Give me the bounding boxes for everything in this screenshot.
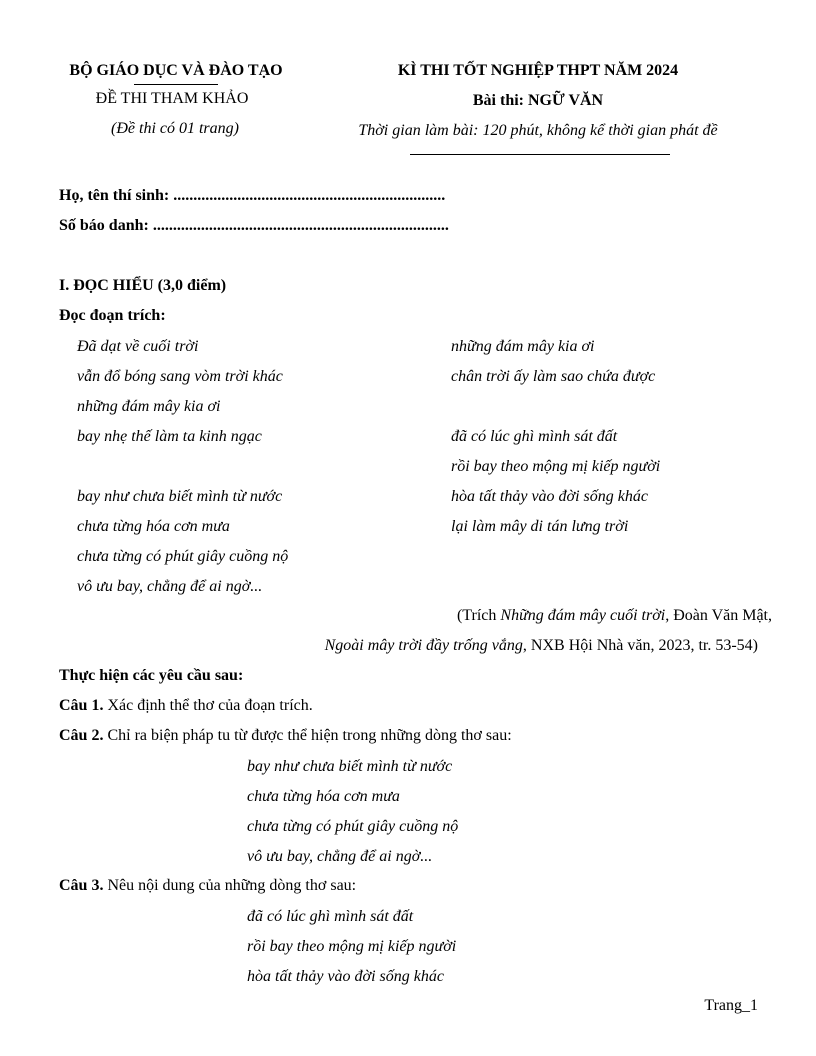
stanza-gap: [77, 452, 288, 482]
question-text: Chỉ ra biện pháp tu từ được thể hiện trong những dòng thơ sau:: [103, 727, 512, 744]
citation-line-2: [325, 637, 758, 655]
book-title: Ngoài mây trời đầy trống vắng: [324, 637, 523, 654]
question-3-quote: [247, 902, 456, 992]
question-text: Xác định thể thơ của đoạn trích.: [103, 697, 313, 714]
poem-line: Đã dạt về cuối trời: [77, 338, 199, 355]
tasks-heading: Thực hiện các yêu cầu sau:: [59, 667, 244, 684]
poem-line: lại làm mây di tán lưng trời: [451, 518, 629, 535]
poem-left-column: [77, 332, 288, 602]
page-count-note: (Đề thi có 01 trang): [111, 120, 239, 137]
quoted-line: hòa tất thảy vào đời sống khác: [247, 968, 444, 985]
exam-subject: Bài thi: NGỮ VĂN: [472, 92, 604, 109]
poem-line: bay nhẹ thế làm ta kinh ngạc: [77, 428, 262, 445]
citation-author: , Đoàn Văn Mật,: [665, 607, 772, 624]
citation-publisher: , NXB Hội Nhà văn, 2023, tr. 53-54): [522, 637, 758, 654]
citation-prefix: (Trích: [456, 607, 501, 624]
poem-line: chưa từng hóa cơn mưa: [77, 518, 230, 535]
quoted-line: chưa từng có phút giây cuồng nộ: [247, 818, 459, 835]
poem-line: những đám mây kia ơi: [77, 398, 221, 415]
poem-right-column: [451, 332, 660, 542]
poem-line: hòa tất thảy vào đời sống khác: [451, 488, 648, 505]
quoted-line: vô ưu bay, chẳng để ai ngờ...: [247, 848, 433, 865]
quoted-line: rồi bay theo mộng mị kiếp người: [247, 938, 457, 955]
question-2-quote: [247, 752, 458, 872]
quoted-line: đã có lúc ghì mình sát đất: [247, 908, 414, 925]
poem-line: bay như chưa biết mình từ nước: [77, 488, 283, 505]
page-number: Trang_1: [704, 997, 758, 1014]
section-title: I. ĐỌC HIỂU (3,0 điểm): [59, 277, 227, 294]
exam-duration: Thời gian làm bài: 120 phút, không kể thời gian phát đề: [358, 122, 718, 139]
poem-line: chưa từng có phút giây cuồng nộ: [77, 548, 289, 565]
poem-line: rồi bay theo mộng mị kiếp người: [451, 458, 661, 475]
question-3: [59, 877, 356, 895]
poem-line: chân trời ấy làm sao chứa được: [451, 368, 656, 385]
candidate-id-field: Số báo danh: ..........................................................................: [59, 217, 449, 234]
exam-type: ĐỀ THI THAM KHẢO: [95, 90, 249, 107]
citation-line-1: [457, 607, 772, 625]
header-right-underline: [410, 154, 670, 155]
poem-line: đã có lúc ghì mình sát đất: [451, 428, 618, 445]
read-excerpt-label: Đọc đoạn trích:: [59, 307, 166, 324]
poem-line: vẫn đổ bóng sang vòm trời khác: [77, 368, 283, 385]
poem-title: Những đám mây cuối trời: [500, 607, 666, 624]
ministry-name: BỘ GIÁO DỤC VÀ ĐÀO TẠO: [69, 62, 283, 79]
quoted-line: bay như chưa biết mình từ nước: [247, 758, 453, 775]
exam-title: KÌ THI TỐT NGHIỆP THPT NĂM 2024: [397, 62, 679, 79]
candidate-name-field: Họ, tên thí sinh: ....................................................................: [59, 187, 446, 204]
question-text: Nêu nội dung của những dòng thơ sau:: [103, 877, 357, 894]
stanza-gap: [451, 392, 660, 422]
header-left-underline: [134, 84, 218, 85]
question-2: [59, 727, 512, 745]
question-label: Câu 2.: [59, 727, 104, 744]
question-1: [59, 697, 313, 715]
poem-line: vô ưu bay, chẳng để ai ngờ...: [77, 578, 263, 595]
question-label: Câu 1.: [59, 697, 104, 714]
quoted-line: chưa từng hóa cơn mưa: [247, 788, 400, 805]
poem-line: những đám mây kia ơi: [451, 338, 595, 355]
question-label: Câu 3.: [59, 877, 104, 894]
